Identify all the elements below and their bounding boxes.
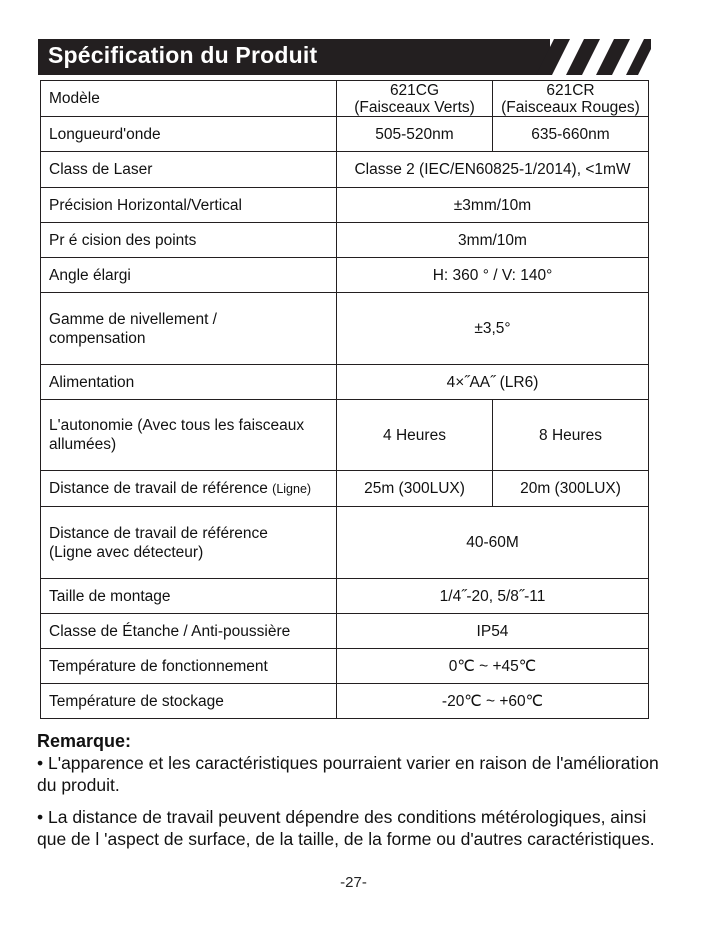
row-label: [41, 471, 337, 507]
row-label: Classe de Étanche / Anti-poussière: [41, 614, 337, 649]
table-row: [41, 684, 649, 719]
row-label: Pr é cision des points: [41, 223, 337, 258]
row-label: Class de Laser: [41, 152, 337, 188]
row-label: Alimentation: [41, 365, 337, 400]
row-label: Angle élargi: [41, 258, 337, 293]
autonomy-green: 4 Heures: [337, 400, 493, 471]
storage-temp-value: -20℃ ~ +60℃: [337, 684, 649, 719]
table-row: [41, 614, 649, 649]
operating-temp-value: 0℃ ~ +45℃: [337, 649, 649, 684]
table-row: [41, 471, 649, 507]
row-label: Distance de travail de référence (Ligne avec détecteur): [41, 507, 337, 579]
model-green: 621CG (Faisceaux Verts): [337, 81, 493, 117]
table-row: [41, 188, 649, 223]
table-row: [41, 152, 649, 188]
model-red: 621CR (Faisceaux Rouges): [493, 81, 649, 117]
stripe: [536, 39, 570, 75]
table-row: [41, 579, 649, 614]
remark-item: • L'apparence et les caractéristiques pourraient varier en raison de l'amélioration du produit.: [37, 753, 659, 795]
angle-value: H: 360 ° / V: 140°: [337, 258, 649, 293]
distance-line-green: 25m (300LUX): [337, 471, 493, 507]
mount-value: 1/4˝-20, 5/8˝-11: [337, 579, 649, 614]
table-row: [41, 258, 649, 293]
table-row: [41, 81, 649, 117]
row-label-small: (Ligne): [272, 481, 312, 496]
table-row: [41, 223, 649, 258]
table-row: [41, 365, 649, 400]
row-label: Modèle: [41, 81, 337, 117]
stripe: [626, 39, 651, 75]
header-bar: [38, 39, 550, 75]
row-label: Température de fonctionnement: [41, 649, 337, 684]
section-header: [38, 39, 651, 75]
precision-hv-value: ±3mm/10m: [337, 188, 649, 223]
stripes-decoration: [528, 39, 651, 75]
ip-value: IP54: [337, 614, 649, 649]
table-row: [41, 400, 649, 471]
table-row: [41, 117, 649, 152]
table-row: [41, 649, 649, 684]
row-label-text: Distance de travail de référence: [49, 479, 268, 497]
row-label: Gamme de nivellement / compensation: [41, 293, 337, 365]
remark-item: • La distance de travail peuvent dépendre des conditions métérologiques, ainsi que de l 'aspect de surface, de la taille, de la forme ou d'autres caractéristiques.: [37, 807, 655, 849]
page-title: Spécification du Produit: [48, 42, 318, 68]
distance-detector-value: 40-60M: [337, 507, 649, 579]
row-label: Longueurd'onde: [41, 117, 337, 152]
wavelength-green: 505-520nm: [337, 117, 493, 152]
row-label: Précision Horizontal/Vertical: [41, 188, 337, 223]
autonomy-red: 8 Heures: [493, 400, 649, 471]
row-label: Température de stockage: [41, 684, 337, 719]
laser-class-value: Classe 2 (IEC/EN60825-1/2014), <1mW: [337, 152, 649, 188]
stripe: [566, 39, 600, 75]
row-label: L'autonomie (Avec tous les faisceaux allumées): [41, 400, 337, 471]
stripe: [596, 39, 630, 75]
precision-points-value: 3mm/10m: [337, 223, 649, 258]
page-number: -27-: [340, 874, 367, 891]
table-row: [41, 507, 649, 579]
table-row: [41, 293, 649, 365]
leveling-value: ±3,5°: [337, 293, 649, 365]
distance-line-red: 20m (300LUX): [493, 471, 649, 507]
power-value: 4×˝AA˝ (LR6): [337, 365, 649, 400]
remarks-section: [37, 731, 677, 850]
wavelength-red: 635-660nm: [493, 117, 649, 152]
remarks-title: Remarque:: [37, 731, 132, 751]
row-label: Taille de montage: [41, 579, 337, 614]
spec-table: [40, 80, 649, 719]
